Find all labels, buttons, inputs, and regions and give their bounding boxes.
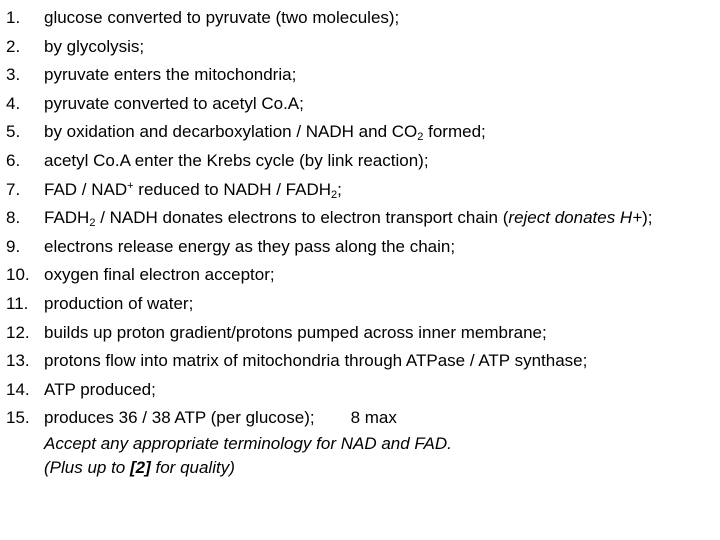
note-quality-post: for quality) (150, 458, 235, 477)
superscript: + (127, 179, 134, 192)
list-item (6, 347, 718, 376)
item-number: 2. (6, 36, 21, 56)
item-text (44, 404, 397, 433)
subscript: 2 (331, 188, 338, 201)
item-text: by glycolysis; (44, 36, 145, 56)
list-item (6, 4, 718, 33)
item-number: 11. (6, 293, 29, 313)
list-item (6, 118, 718, 147)
note-quality (44, 456, 235, 480)
list-item (6, 204, 718, 233)
item-text: oxygen final electron acceptor; (44, 265, 275, 285)
item-text (44, 176, 342, 205)
list-item (6, 147, 718, 176)
item-text-part: produces 36 / 38 ATP (per glucose); (44, 408, 315, 428)
item-number: 13. (6, 351, 30, 371)
note-quality-marks: [2] (130, 458, 151, 477)
item-text-part: reduced to NADH / FADH (133, 179, 332, 199)
item-text: protons flow into matrix of mitochondria through ATPase / ATP synthase; (44, 351, 588, 371)
list-item (6, 90, 718, 119)
item-text: acetyl Co.A enter the Krebs cycle (by link reaction); (44, 150, 429, 170)
item-text: electrons release energy as they pass along the chain; (44, 236, 456, 256)
list-item (6, 404, 718, 433)
list-item (6, 233, 718, 262)
item-text-part: ); (642, 208, 653, 228)
item-text: builds up proton gradient/protons pumped across inner membrane; (44, 322, 547, 342)
item-text-part: FADH (44, 208, 90, 228)
item-text-part: by oxidation and decarboxylation / NADH and CO (44, 122, 418, 142)
italic-text: reject donates H+ (508, 208, 643, 228)
list-item (6, 176, 718, 205)
item-number: 8. (6, 208, 21, 228)
item-text: production of water; (44, 293, 194, 313)
item-number: 5. (6, 122, 21, 142)
item-number: 10. (6, 265, 30, 285)
subscript: 2 (417, 131, 424, 144)
list-item (6, 261, 718, 290)
item-text: glucose converted to pyruvate (two molecules); (44, 8, 400, 27)
list-item (6, 319, 718, 348)
subscript: 2 (89, 217, 96, 230)
item-text: pyruvate converted to acetyl Co.A; (44, 93, 304, 113)
item-number: 4. (6, 93, 21, 113)
item-number: 1. (6, 8, 21, 27)
list-item (6, 376, 718, 405)
mark-scheme-list (6, 4, 718, 433)
item-number: 9. (6, 236, 21, 256)
item-text (44, 204, 653, 233)
item-text-part: ; (337, 179, 342, 199)
list-item (6, 61, 718, 90)
item-text: ATP produced; (44, 379, 156, 399)
item-text: pyruvate enters the mitochondria; (44, 65, 297, 85)
item-number: 7. (6, 179, 21, 199)
item-number: 3. (6, 65, 21, 85)
item-number: 15. (6, 408, 30, 428)
item-text-part: FAD / NAD (44, 179, 128, 199)
note-quality-pre: (Plus up to (44, 458, 130, 477)
item-number: 12. (6, 322, 30, 342)
note-terminology: Accept any appropriate terminology for NAD and FAD. (44, 434, 452, 453)
item-number: 6. (6, 150, 21, 170)
list-item (6, 290, 718, 319)
list-item (6, 33, 718, 62)
item-text (44, 118, 486, 147)
max-marks: 8 max (350, 408, 397, 428)
item-text-part: / NADH donates electrons to electron transport chain ( (95, 208, 509, 228)
item-text-part: formed; (423, 122, 486, 142)
item-number: 14. (6, 379, 30, 399)
